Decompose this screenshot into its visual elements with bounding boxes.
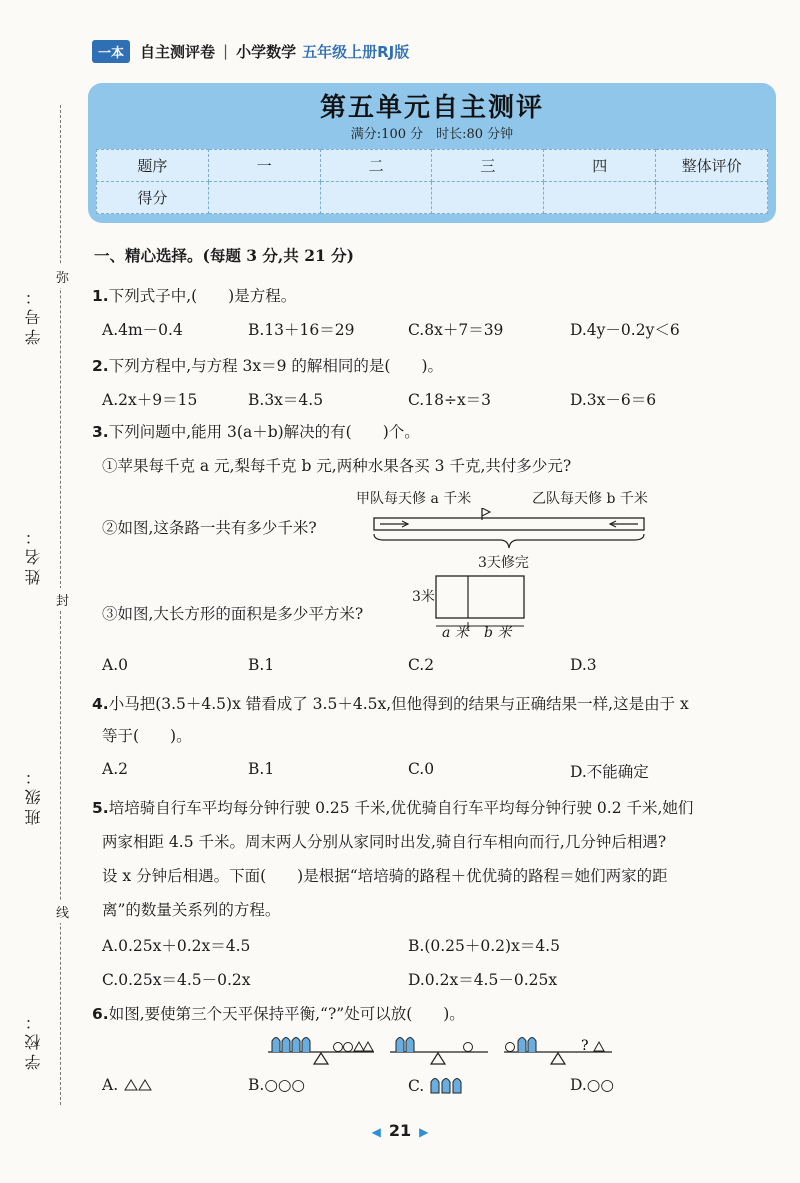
score-table-header-row [97,150,768,182]
q3-option-d[interactable]: D.3 [570,656,597,674]
scale-question-mark: ? [581,1038,589,1054]
page-number [0,1121,800,1140]
question-number: 4. [92,695,109,713]
question-3 [92,420,420,442]
triangle-weight [354,1042,364,1051]
question-number: 1. [92,287,109,305]
q6-option-c[interactable] [408,1076,465,1095]
q3-option-a[interactable]: A.0 [102,656,128,674]
seal-mark-mi: 弥 [56,265,69,288]
q4-text-line-2: 等于( )。 [102,727,192,745]
q2-option-c[interactable]: C.18÷x＝3 [408,391,492,409]
page-title: 第五单元自主测评 [319,93,544,123]
scale-fulcrum [431,1053,445,1064]
road-diagram [372,508,652,552]
score-header-cell: 三 [432,150,544,182]
page-number-value: 21 [388,1121,412,1140]
circle-weight [506,1043,515,1052]
series-name: 自主测评卷 [140,42,216,61]
scale-fulcrum [551,1053,565,1064]
q1-option-b[interactable]: B.13＋16＝29 [248,321,355,339]
cylinder-weight [272,1038,280,1053]
rect-height-label: 3米 [412,589,435,605]
q5-option-a[interactable]: A.0.25x＋0.2x＝4.5 [102,937,251,955]
question-text: 培培骑自行车平均每分钟行驶 0.25 千米,优优骑自行车平均每分钟行驶 0.2 千米,她们 [108,799,694,817]
q1-option-c[interactable]: C.8x＋7＝39 [408,321,504,339]
q5-text-line-3: 设 x 分钟后相遇。下面( )是根据“培培骑的路程＋优优骑的路程＝她们两家的距 [102,867,668,885]
question-text: 下列式子中,( )是方程。 [108,287,297,305]
q5-text-line-2: 两家相距 4.5 千米。周末两人分别从家同时出发,骑自行车相向而行,几分钟后相遇? [102,833,667,851]
title-box [88,83,776,223]
q4-option-d[interactable]: D.不能确定 [570,763,649,781]
triangle-weight [363,1042,373,1051]
q4-option-a[interactable]: A.2 [102,760,128,778]
section-title: 一、精心选择。(每题 3 分,共 21 分) [94,246,355,265]
q2-option-b[interactable]: B.3x＝4.5 [248,391,324,409]
balance-scale-2 [390,1038,488,1065]
q5-text-line-4: 离”的数量关系列的方程。 [102,901,281,919]
triangle-weight [594,1042,604,1051]
circle-weight [464,1043,473,1052]
score-cell[interactable] [208,182,320,214]
cylinder-weight [292,1038,300,1053]
rect-b-label: b 米 [484,625,512,641]
circle-weight [344,1043,353,1052]
next-page-icon[interactable]: ▶ [419,1125,429,1139]
q3-option-c[interactable]: C.2 [408,656,435,674]
score-table [96,149,768,214]
question-2 [92,354,443,376]
name-label: 姓名： [24,525,43,585]
seal-mark-xian: 线 [56,900,69,923]
balance-scale-1 [268,1038,374,1065]
q6-option-b[interactable]: B.○○○ [248,1076,305,1094]
question-text: 如图,要使第三个天平保持平衡,“?”处可以放( )。 [108,1005,465,1023]
q6-option-a[interactable] [102,1076,157,1094]
class-label: 班级： [24,765,43,825]
score-cell[interactable] [320,182,432,214]
header-separator: | [223,42,229,60]
q1-option-a[interactable]: A.4m－0.4 [102,321,183,339]
cylinder-weight [302,1038,310,1053]
road-left-label: 甲队每天修 a 千米 [356,491,472,507]
q3-sub-3: ③如图,大长方形的面积是多少平方米? [102,605,364,623]
question-6 [92,1002,465,1024]
cylinder-shapes-icon [429,1076,465,1094]
q2-option-d[interactable]: D.3x－6＝6 [570,391,657,409]
score-header-cell: 一 [208,150,320,182]
q6-option-d[interactable]: D.○○ [570,1076,614,1094]
score-header-cell: 整体评价 [656,150,768,182]
road-bottom-label: 3天修完 [478,555,529,571]
prev-page-icon[interactable]: ◀ [371,1125,381,1139]
road-right-label: 乙队每天修 b 千米 [532,491,648,507]
question-number: 2. [92,357,109,375]
question-4 [92,692,689,714]
student-id-label: 学号： [24,285,43,345]
triangle-shapes-icon [123,1077,157,1091]
rect-a-label: a 米 [442,625,469,641]
q3-sub-1: ①苹果每千克 a 元,梨每千克 b 元,两种水果各买 3 千克,共付多少元? [102,457,572,475]
q3-option-b[interactable]: B.1 [248,656,275,674]
seal-mark-feng: 封 [56,588,69,611]
question-text: 小马把(3.5＋4.5)x 错看成了 3.5＋4.5x,但他得到的结果与正确结果一样,这是由于 x [108,695,689,713]
score-header-cell: 四 [544,150,656,182]
cylinder-weight [518,1038,526,1053]
score-cell[interactable] [544,182,656,214]
score-table-score-row [97,182,768,214]
cylinder-weight [282,1038,290,1053]
scale-fulcrum [314,1053,328,1064]
brand-logo: 一本 [92,40,130,63]
cylinder-weight [396,1038,404,1053]
subject-name: 小学数学 [236,42,297,61]
balance-scale-3 [504,1038,612,1065]
q4-option-c[interactable]: C.0 [408,760,435,778]
cylinder-weight [406,1038,414,1053]
q2-option-a[interactable]: A.2x＋9＝15 [102,391,198,409]
q1-option-d[interactable]: D.4y－0.2y＜6 [570,321,680,339]
question-1 [92,284,296,306]
question-number: 5. [92,799,109,817]
grade-label: 五年级上册RJ版 [302,42,410,61]
option-letter: C. [408,1077,425,1095]
option-letter: A. [102,1076,119,1094]
q4-option-b[interactable]: B.1 [248,760,275,778]
question-number: 6. [92,1005,109,1023]
big-rectangle [436,576,524,618]
cylinder-weight [528,1038,536,1053]
q5-option-c[interactable]: C.0.25x＝4.5－0.2x [102,971,251,989]
school-label: 学校： [24,1010,43,1070]
q5-option-b[interactable]: B.(0.25＋0.2)x＝4.5 [408,937,560,955]
road-brace [374,534,644,548]
question-5 [92,796,693,818]
question-number: 3. [92,423,109,441]
score-header-cell: 题序 [97,150,209,182]
q5-option-d[interactable]: D.0.2x＝4.5－0.25x [408,971,558,989]
score-row-label: 得分 [97,182,209,214]
question-text: 下列问题中,能用 3(a＋b)解决的有( )个。 [108,423,420,441]
road-rect [374,518,644,530]
road-flag [482,508,490,516]
page-header [92,38,409,64]
score-cell[interactable] [432,182,544,214]
circle-weight [334,1043,343,1052]
score-header-cell: 二 [320,150,432,182]
page-subtitle: 满分:100 分 时长:80 分钟 [350,127,514,142]
question-text: 下列方程中,与方程 3x＝9 的解相同的是( )。 [108,357,444,375]
score-cell[interactable] [656,182,768,214]
balance-scales-figure [266,1032,616,1068]
q3-sub-2: ②如图,这条路一共有多少千米? [102,519,317,537]
